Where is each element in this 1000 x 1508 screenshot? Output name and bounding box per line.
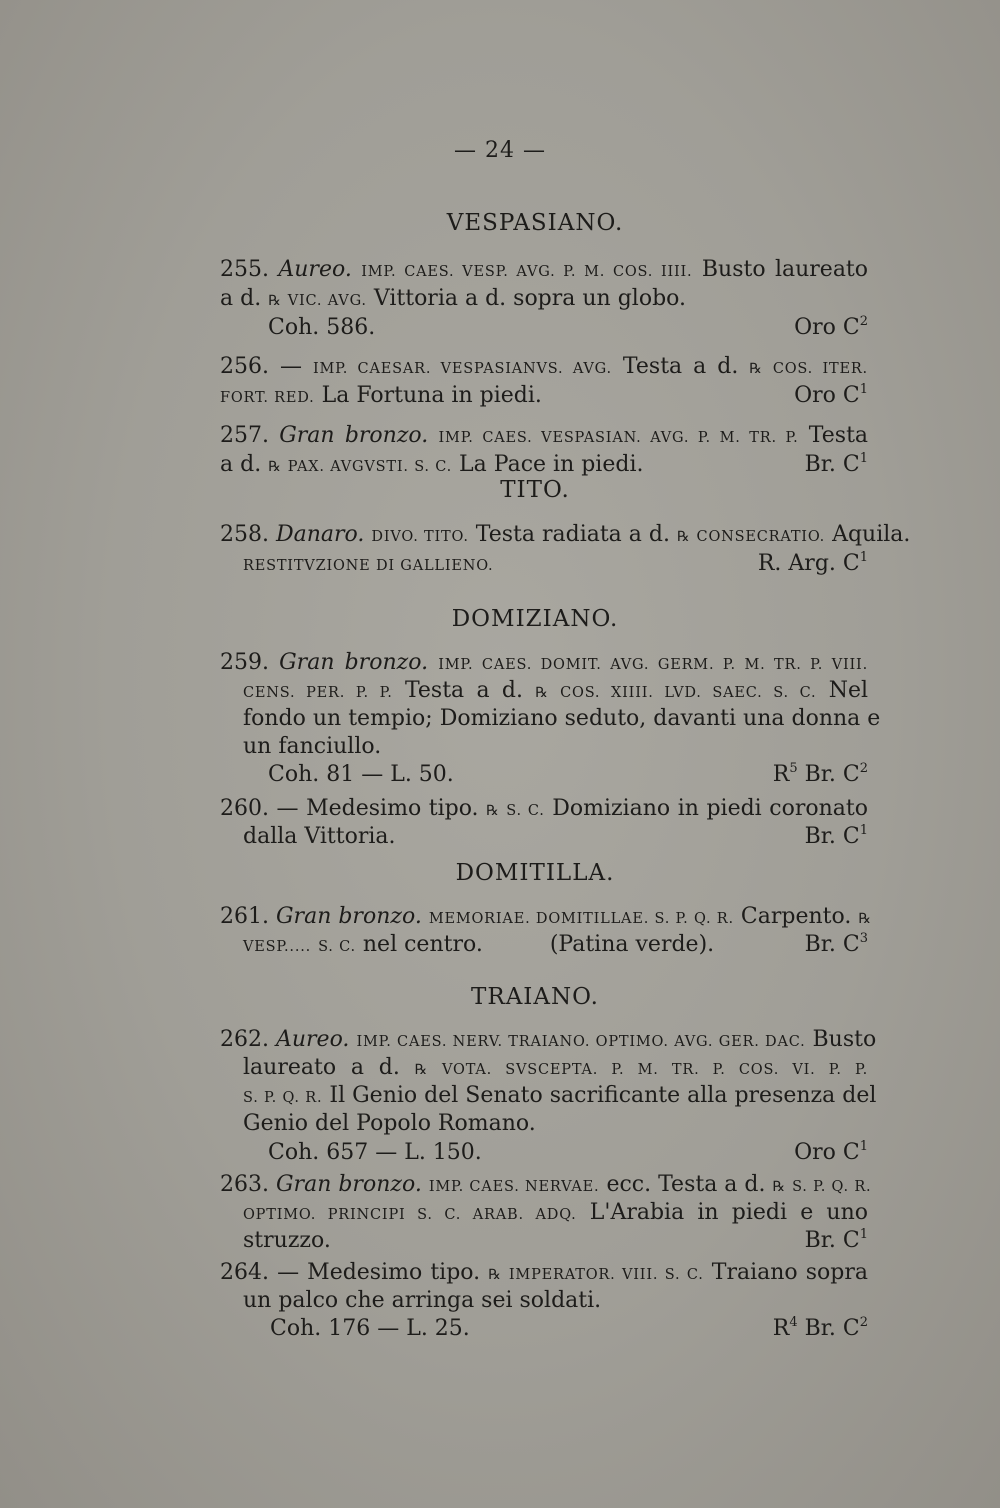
description: a d. xyxy=(220,452,262,477)
description: Testa radiata a d. xyxy=(475,522,670,547)
section-heading-tito: TITO. xyxy=(500,477,570,503)
section-heading-domitilla: DOMITILLA. xyxy=(455,860,615,886)
metal: Br. C xyxy=(804,452,860,477)
metal: Br. C xyxy=(804,1316,860,1341)
description: a d. xyxy=(220,286,262,311)
entry-number: 264. xyxy=(220,1260,269,1285)
legend: IMP. CAESAR. VESPASIANVS. AVG. xyxy=(312,361,612,377)
reference: Coh. 176 — L. 25. xyxy=(270,1316,470,1341)
rarity-index: 1 xyxy=(859,1139,868,1154)
metal-rarity xyxy=(805,1226,868,1256)
rarity-index: 1 xyxy=(859,1227,868,1242)
description: Busto laureato xyxy=(701,257,869,282)
metal-rarity xyxy=(773,760,868,790)
rarity-index: 1 xyxy=(859,382,868,397)
reverse-symbol-icon: ℞ xyxy=(772,1179,786,1195)
legend: VIC. AVG. xyxy=(287,293,367,309)
legend: RESTITVZIONE DI GALLIENO. xyxy=(243,558,494,574)
rarity-letter: R xyxy=(772,1316,790,1341)
reverse-symbol-icon: ℞ xyxy=(414,1062,428,1078)
entry-259-line-4: un fanciullo. xyxy=(243,734,382,759)
entry-259-line-3: fondo un tempio; Domiziano seduto, davanti una donna e xyxy=(243,706,881,731)
rarity-letter: R xyxy=(772,762,790,787)
legend: COS. XIIII. LVD. SAEC. S. C. xyxy=(560,685,817,701)
description: Il Genio del Senato sacrificante alla presenza del xyxy=(329,1083,877,1108)
rarity-grade: 5 xyxy=(789,761,798,776)
metal-rarity xyxy=(794,381,868,411)
coin-type: Gran bronzo. xyxy=(279,650,429,675)
entry-number: 257. xyxy=(220,423,269,448)
entry-262-line-4: Genio del Popolo Romano. xyxy=(243,1111,536,1136)
coin-type: Gran bronzo. xyxy=(275,1172,422,1197)
metal: R. Arg. C xyxy=(757,551,860,576)
legend: S. P. Q. R. xyxy=(792,1179,872,1195)
entry-257-line-1 xyxy=(220,421,868,453)
patina-note: (Patina verde). xyxy=(549,932,715,957)
entry-263-line-3: struzzo. xyxy=(243,1228,331,1253)
entry-number: 256. xyxy=(220,354,269,379)
coin-type: Gran bronzo. xyxy=(279,423,429,448)
entry-number: 260. xyxy=(220,796,269,821)
legend: DIVO. TITO. xyxy=(371,529,469,545)
legend: OPTIMO. PRINCIPI S. C. ARAB. ADQ. xyxy=(243,1207,577,1223)
metal: Br. C xyxy=(804,1228,860,1253)
entry-255-line-1 xyxy=(220,255,868,287)
entry-number: 263. xyxy=(220,1172,269,1197)
reverse-symbol-icon: ℞ xyxy=(268,293,281,309)
coin-type: Aureo. xyxy=(275,1027,350,1052)
metal: Br. C xyxy=(804,824,860,849)
description: — Medesimo tipo. xyxy=(276,796,479,821)
metal-rarity xyxy=(805,450,868,480)
entry-258-line-1 xyxy=(220,520,911,552)
legend: S. C. xyxy=(506,803,545,819)
description: Busto xyxy=(812,1027,877,1052)
metal: Br. C xyxy=(804,762,860,787)
description: Traiano sopra xyxy=(711,1260,868,1285)
dash: — xyxy=(279,354,302,379)
description: Aquila. xyxy=(832,522,911,547)
page-number: — 24 — xyxy=(454,138,546,163)
metal: Br. C xyxy=(804,932,860,957)
legend: PAX. AVGVSTI. S. C. xyxy=(287,459,453,475)
legend: COS. ITER. xyxy=(772,361,868,377)
description: laureato a d. xyxy=(243,1055,400,1080)
entry-256-line-1 xyxy=(220,352,868,384)
rarity-index: 2 xyxy=(859,761,868,776)
description: Testa a d. xyxy=(404,678,523,703)
entry-263-line-2 xyxy=(243,1198,868,1230)
entry-number: 262. xyxy=(220,1027,269,1052)
legend: VESP..... xyxy=(243,939,312,955)
reverse-symbol-icon: ℞ xyxy=(488,1267,501,1283)
entry-255-line-2 xyxy=(220,284,868,316)
entry-number: 261. xyxy=(220,904,269,929)
legend: CENS. PER. P. P. xyxy=(243,685,393,701)
entry-258-line-2 xyxy=(243,549,493,581)
reverse-symbol-icon: ℞ xyxy=(268,459,281,475)
metal: Oro C xyxy=(794,383,860,408)
coin-type: Danaro. xyxy=(275,522,365,547)
description: — Medesimo tipo. xyxy=(277,1260,481,1285)
coin-type: Aureo. xyxy=(278,257,352,282)
description: Testa a d. xyxy=(622,354,739,379)
entry-number: 259. xyxy=(220,650,269,675)
rarity-index: 3 xyxy=(859,931,868,946)
legend: S. P. Q. R. xyxy=(243,1090,323,1106)
rarity-index: 1 xyxy=(859,451,868,466)
reverse-symbol-icon: ℞ xyxy=(858,911,871,927)
description: Carpento. xyxy=(740,904,852,929)
legend: S. C. xyxy=(318,939,356,955)
metal: Oro C xyxy=(794,315,860,340)
reference: Coh. 586. xyxy=(268,315,376,340)
description: ecc. Testa a d. xyxy=(606,1172,766,1197)
entry-256-line-2 xyxy=(220,381,600,413)
metal-rarity xyxy=(773,1314,868,1344)
description: Vittoria a d. sopra un globo. xyxy=(373,286,687,311)
coin-type: Gran bronzo. xyxy=(275,904,422,929)
metal-rarity xyxy=(805,930,868,960)
entry-number: 255. xyxy=(220,257,269,282)
legend: IMP. CAES. VESPASIAN. AVG. P. M. TR. P. xyxy=(438,430,799,446)
description: La Fortuna in piedi. xyxy=(321,383,542,408)
legend: IMP. CAES. NERV. TRAIANO. OPTIMO. AVG. GER. DAC. xyxy=(356,1034,806,1050)
reference: Coh. 657 — L. 150. xyxy=(268,1140,482,1165)
description: Testa xyxy=(808,423,869,448)
legend: CONSECRATIO. xyxy=(696,529,826,545)
description: Nel xyxy=(828,678,868,703)
description: Domiziano in piedi coronato xyxy=(552,796,868,821)
entry-264-line-2: un palco che arringa sei soldati. xyxy=(243,1288,602,1313)
legend: IMPERATOR. VIII. S. C. xyxy=(508,1267,704,1283)
description: nel centro. xyxy=(362,932,483,957)
legend: IMP. CAES. NERVAE. xyxy=(428,1179,600,1195)
metal-rarity xyxy=(794,313,868,343)
rarity-index: 2 xyxy=(859,1315,868,1330)
description: La Pace in piedi. xyxy=(459,452,644,477)
reverse-symbol-icon: ℞ xyxy=(486,803,499,819)
reference: Coh. 81 — L. 50. xyxy=(268,762,454,787)
rarity-grade: 4 xyxy=(789,1315,798,1330)
reverse-symbol-icon: ℞ xyxy=(676,529,690,545)
legend: MEMORIAE. DOMITILLAE. S. P. Q. R. xyxy=(428,911,734,927)
legend: IMP. CAES. VESP. AVG. P. M. COS. IIII. xyxy=(361,264,693,280)
section-heading-traiano: TRAIANO. xyxy=(471,984,599,1010)
entry-260-line-2: dalla Vittoria. xyxy=(243,824,396,849)
section-heading-vespasiano: VESPASIANO. xyxy=(446,210,624,236)
legend: VOTA. SVSCEPTA. P. M. TR. P. COS. VI. P. P. xyxy=(441,1062,868,1078)
entry-261-line-2 xyxy=(243,930,773,962)
section-heading-domiziano: DOMIZIANO. xyxy=(451,606,619,632)
legend: FORT. RED. xyxy=(220,390,315,406)
metal: Oro C xyxy=(794,1140,860,1165)
entry-number: 258. xyxy=(220,522,269,547)
metal-rarity xyxy=(758,549,868,579)
rarity-index: 2 xyxy=(859,314,868,329)
rarity-index: 1 xyxy=(859,550,868,565)
reverse-symbol-icon: ℞ xyxy=(749,361,762,377)
metal-rarity xyxy=(794,1138,868,1168)
reverse-symbol-icon: ℞ xyxy=(535,685,548,701)
metal-rarity xyxy=(805,822,868,852)
rarity-index: 1 xyxy=(859,823,868,838)
description: L'Arabia in piedi e uno xyxy=(589,1200,869,1225)
legend: IMP. CAES. DOMIT. AVG. GERM. P. M. TR. P. VIII. xyxy=(438,657,868,673)
